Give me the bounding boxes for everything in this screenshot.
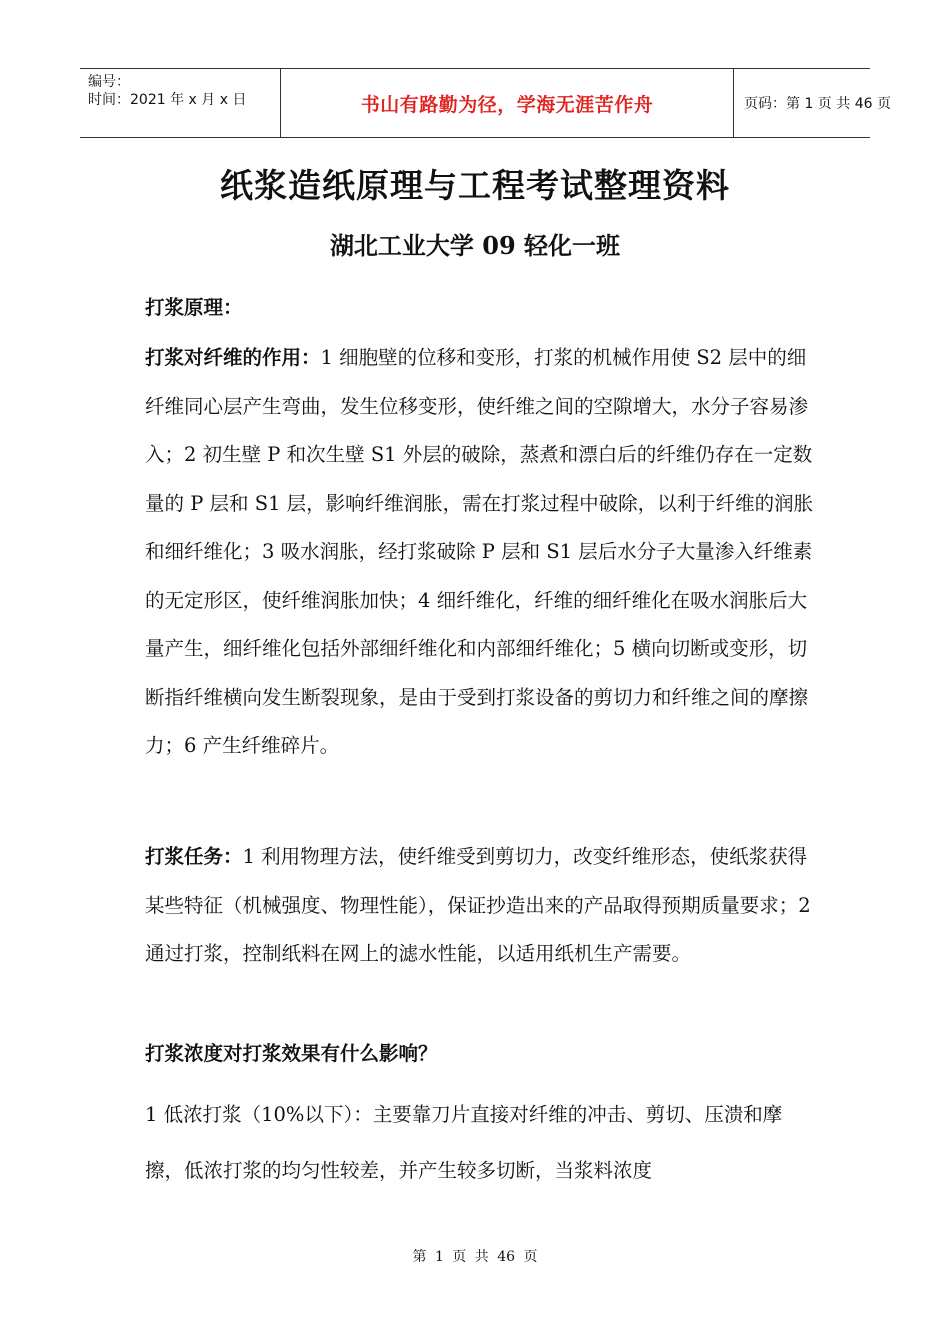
paragraph-label: 打浆对纤维的作用： <box>145 346 321 369</box>
header-page-code: 页码：第 1 页 共 46 页 <box>744 96 891 112</box>
paragraph-beating-task <box>145 833 815 979</box>
paragraph-text: 1 细胞壁的位移和变形，打浆的机械作用使 S2 层中的细纤维同心层产生弯曲，发生位移变形，使纤维之间的空隙增大，水分子容易渗入；2 初生壁 P 和次生壁 S1 外层的破除，蒸煮和漂白后的纤维仍存在一定数量的 P 层和 S1 层，影响纤维润胀，需在打浆过程中破除，以利于纤维的润胀和细纤维化；3 吸水润胀，经打浆破除 P 层和 S1 层后水分子大量渗入纤维素的无定形区，使纤维润胀加快；4 细纤维化，纤维的细纤维化在吸水润胀后大量产生，细纤维化包括外部细纤维化和内部细纤维化；5 横向切断或变形，切断指纤维横向发生断裂现象，是由于受到打浆设备的剪切力和纤维之间的摩擦力；6 产生纤维碎片。 <box>145 346 814 757</box>
header-meta <box>80 69 280 137</box>
document-title: 纸浆造纸原理与工程考试整理资料 <box>220 166 730 205</box>
section-heading-beating-principle: 打浆原理： <box>145 296 243 319</box>
paragraph-beating-effect-on-fiber <box>145 334 815 771</box>
paragraph-low-consistency: 1 低浓打浆（10%以下）：主要靠刀片直接对纤维的冲击、剪切、压溃和摩擦，低浓打浆的均匀性较差，并产生较多切断，当浆料浓度 <box>145 1103 783 1182</box>
paragraph-label: 打浆任务： <box>145 845 243 868</box>
section-heading-consistency: 打浆浓度对打浆效果有什么影响？ <box>145 1042 438 1065</box>
paragraph-text: 1 利用物理方法，使纤维受到剪切力，改变纤维形态，使纸浆获得某些特征（机械强度、物理性能），保证抄造出来的产品取得预期质量要求；2 通过打浆，控制纸料在网上的滤水性能，以适用纸机生产需要。 <box>145 845 811 965</box>
date-label: 时间：2021 年 x 月 x 日 <box>88 92 247 108</box>
page-header <box>80 68 891 138</box>
serial-number-label: 编号： <box>88 74 130 90</box>
document-subtitle: 湖北工业大学 09 轻化一班 <box>329 231 621 260</box>
header-motto: 书山有路勤为径，学海无涯苦作舟 <box>280 69 734 137</box>
page-footer: 第 1 页 共 46 页 <box>412 1249 538 1265</box>
